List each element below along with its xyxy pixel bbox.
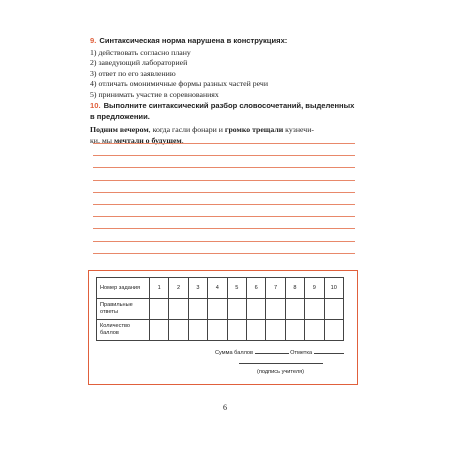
score-input-cell[interactable] [285,320,304,341]
task-number-cell: 5 [227,278,246,299]
task-number-cell: 6 [246,278,265,299]
highlight-phrase-2: громко трещали [224,125,284,134]
score-table-row [97,278,344,299]
sentence-part-3: ки, мы [90,135,114,145]
task-number-cell: 2 [169,278,188,299]
sum-field[interactable] [255,353,289,354]
task-number-cell: 10 [324,278,343,299]
sum-label: Сумма баллов [215,350,253,356]
sentence-part-2: кузнечи- [283,125,314,134]
grade-field[interactable] [314,353,344,354]
writing-line[interactable] [93,241,355,242]
score-input-cell[interactable] [150,299,169,320]
score-input-cell[interactable] [285,299,304,320]
task-number-cell: 1 [150,278,169,299]
score-input-cell[interactable] [266,299,285,320]
score-input-cell[interactable] [324,320,343,341]
question-10-number: 10. [90,101,101,110]
signature-caption: (подпись учителя) [257,369,304,375]
question-9-options [90,48,370,100]
score-input-cell[interactable] [305,320,324,341]
signature-field[interactable] [239,363,323,364]
question-9-title [90,36,370,46]
score-input-cell[interactable] [246,299,265,320]
sentence-part-4: . [181,135,184,145]
task-number-cell: 4 [208,278,227,299]
question-9-option: 4) отличать омонимичные формы разных частей речи [90,79,269,89]
score-row-label: Правильные ответы [97,299,150,320]
question-9-number: 9. [90,36,97,45]
score-input-cell[interactable] [188,320,207,341]
score-input-cell[interactable] [169,299,188,320]
question-10-title-line2: в предложении. [90,111,150,121]
writing-line[interactable] [93,253,355,254]
score-table-row [97,320,344,341]
page-number: 6 [223,403,227,412]
question-10-title [90,101,370,122]
task-number-cell: 9 [305,278,324,299]
highlight-phrase-1: Подним вечером [90,125,149,134]
task-number-cell: 3 [188,278,207,299]
score-table [96,277,344,341]
writing-line[interactable] [93,216,355,217]
score-input-cell[interactable] [208,299,227,320]
writing-line[interactable] [93,228,355,229]
task-number-cell: 7 [266,278,285,299]
answer-writing-lines[interactable] [93,143,355,263]
question-10-title-line1: Выполните синтаксический разбор словосочетаний, выделенных [103,101,355,110]
writing-line[interactable] [93,167,355,168]
sum-and-grade-line [215,350,344,356]
sentence-part-1: , когда гасли фонари и [148,125,225,134]
score-box [88,270,358,385]
writing-line[interactable] [93,155,355,156]
score-input-cell[interactable] [227,299,246,320]
task-number-cell: 8 [285,278,304,299]
question-9-option: 3) ответ по его заявлению [90,68,176,78]
question-9 [90,36,370,100]
question-9-option: 2) заведующий лабораторией [90,58,188,68]
score-input-cell[interactable] [188,299,207,320]
score-input-cell[interactable] [208,320,227,341]
score-table-row [97,299,344,320]
score-input-cell[interactable] [150,320,169,341]
question-10 [90,101,370,146]
question-9-text: Синтаксическая норма нарушена в конструкциях: [99,36,288,45]
score-input-cell[interactable] [266,320,285,341]
score-row-label: Количество баллов [97,320,150,341]
score-input-cell[interactable] [246,320,265,341]
writing-line[interactable] [93,180,355,181]
question-9-option: 1) действовать согласно плану [90,48,191,57]
score-input-cell[interactable] [169,320,188,341]
writing-line[interactable] [93,143,355,144]
score-row-label: Номер задания [97,278,150,299]
score-input-cell[interactable] [324,299,343,320]
writing-line[interactable] [93,204,355,205]
highlight-phrase-3: мечтали о будущем [113,135,182,145]
score-input-cell[interactable] [305,299,324,320]
score-input-cell[interactable] [227,320,246,341]
question-9-option: 5) принимать участие в соревнованиях [90,89,219,99]
writing-line[interactable] [93,192,355,193]
grade-label: Отметка [290,350,313,356]
